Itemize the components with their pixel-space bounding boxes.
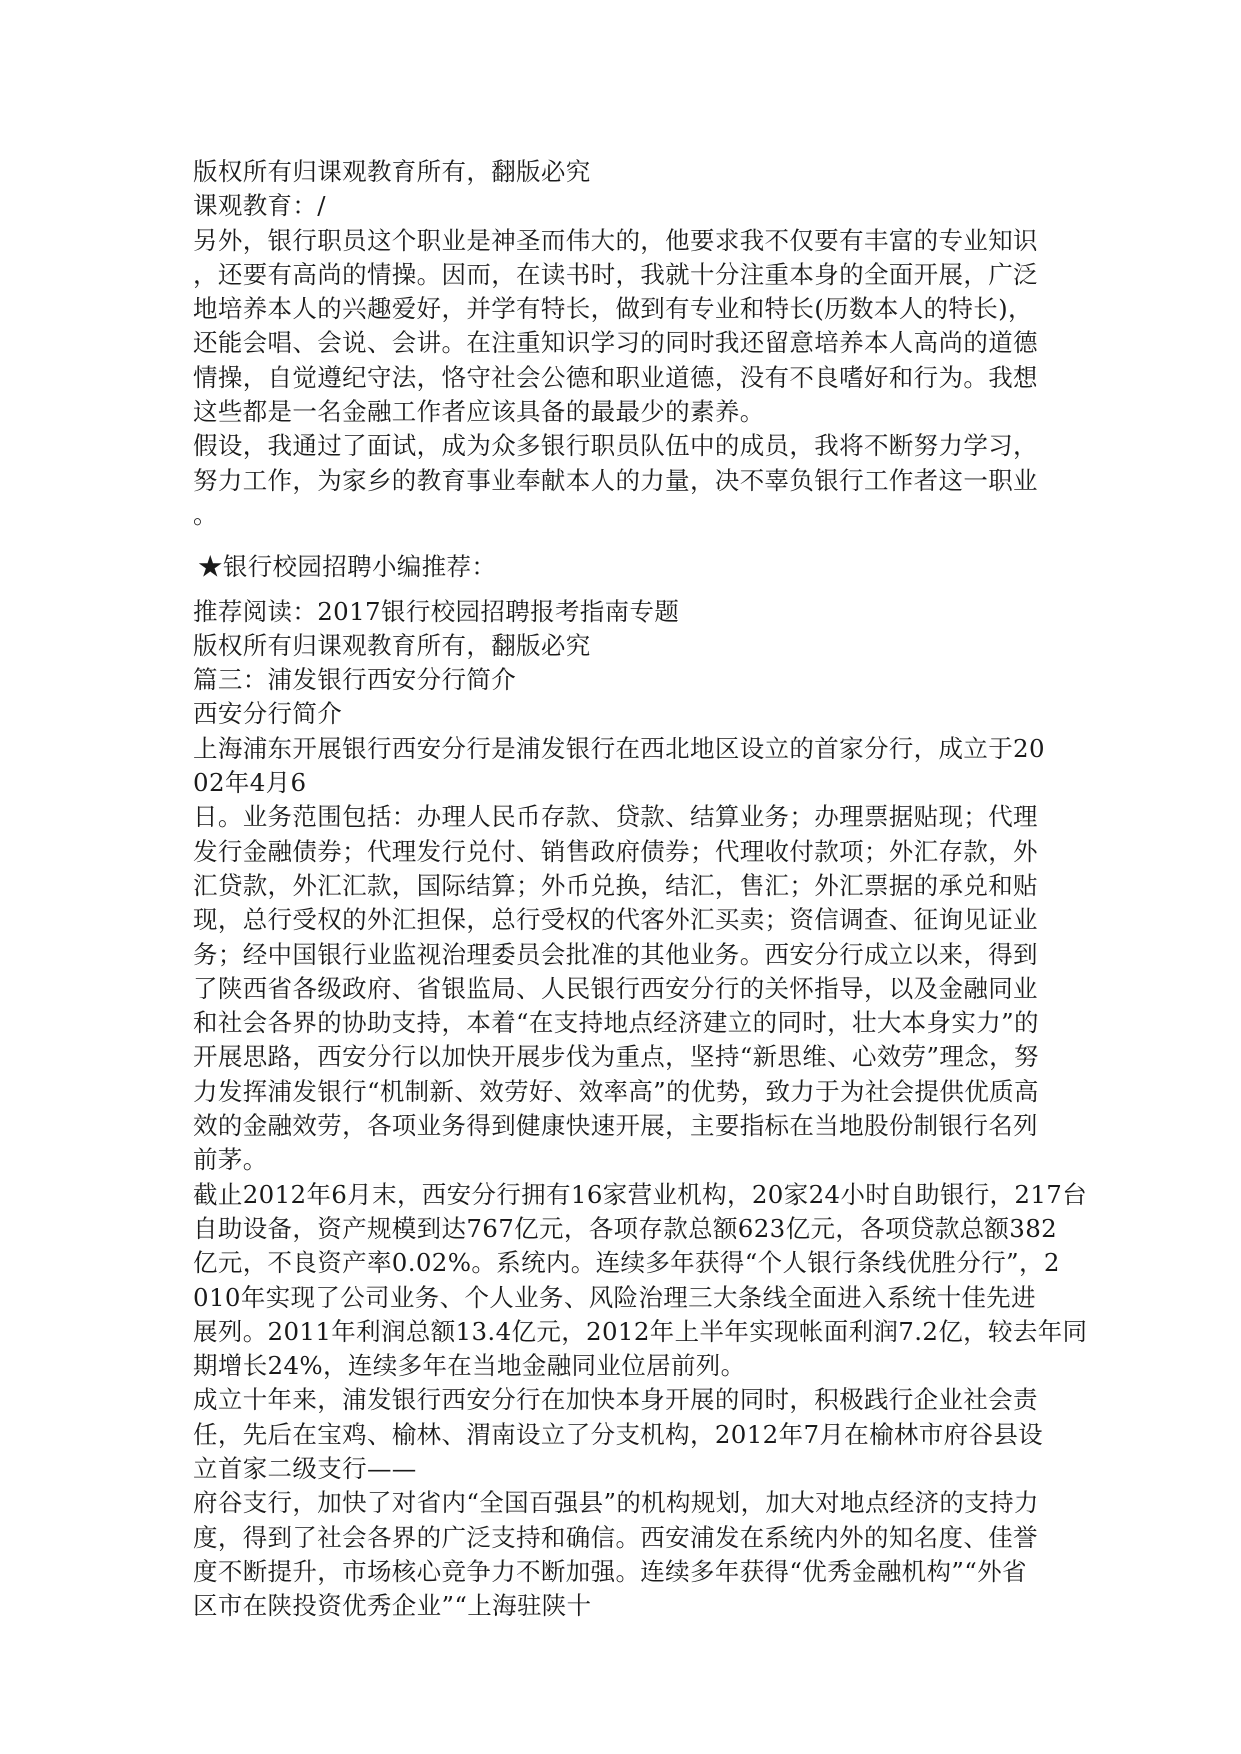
text-line: 情操，自觉遵纪守法，恪守社会公德和职业道德，没有不良嗜好和行为。我想: [193, 362, 1038, 392]
text-line: 推荐阅读：2017银行校园招聘报考指南专题: [193, 596, 680, 626]
text-line: 假设，我通过了面试，成为众多银行职员队伍中的成员，我将不断努力学习，: [193, 431, 1038, 461]
text-line: 府谷支行，加快了对省内“全国百强县”的机构规划，加大对地点经济的支持力: [193, 1488, 1039, 1518]
text-line: 务；经中国银行业监视治理委员会批准的其他业务。西安分行成立以来，得到: [193, 939, 1038, 969]
recommend-heading: ★银行校园招聘小编推荐：: [198, 552, 497, 582]
text-line: 发行金融债券；代理发行兑付、销售政府债券；代理收付款项；外汇存款，外: [193, 836, 1038, 866]
text-line: ，还要有高尚的情操。因而，在读书时，我就十分注重本身的全面开展，广泛: [193, 259, 1038, 289]
text-line: 亿元，不良资产率0.02%。系统内。连续多年获得“个人银行条线优胜分行”，2: [193, 1248, 1060, 1278]
text-line: 了陕西省各级政府、省银监局、人民银行西安分行的关怀指导，以及金融同业: [193, 973, 1038, 1003]
text-line: 度不断提升，市场核心竞争力不断加强。连续多年获得“优秀金融机构”“外省: [193, 1556, 1027, 1586]
text-line: 还能会唱、会说、会讲。在注重知识学习的同时我还留意培养本人高尚的道德: [193, 328, 1038, 358]
text-line: 自助设备，资产规模到达767亿元，各项存款总额623亿元，各项贷款总额382: [193, 1213, 1058, 1243]
text-line: 上海浦东开展银行西安分行是浦发银行在西北地区设立的首家分行，成立于20: [193, 733, 1045, 763]
text-line: 立首家二级支行——: [193, 1453, 417, 1483]
text-line: 课观教育：/: [193, 191, 326, 221]
text-line: 效的金融效劳，各项业务得到健康快速开展，主要指标在当地股份制银行名列: [193, 1111, 1038, 1141]
spacer: [193, 585, 1058, 595]
text-line: 版权所有归课观教育所有，翻版必究: [193, 157, 591, 186]
text-line: 期增长24%，连续多年在当地金融同业位居前列。: [193, 1351, 746, 1381]
document-page: [193, 155, 1088, 1623]
text-line: 努力工作，为家乡的教育事业奉献本人的力量，决不辜负银行工作者这一职业: [193, 465, 1038, 495]
text-line: 任，先后在宝鸡、榆林、渭南设立了分支机构，2012年7月在榆林市府谷县设: [193, 1419, 1044, 1449]
text-line: 截止2012年6月末，西安分行拥有16家营业机构，20家24小时自助银行，217台: [193, 1179, 1088, 1209]
text-line: 。: [193, 499, 218, 529]
text-line: 010年实现了公司业务、个人业务、风险治理三大条线全面进入系统十佳先进: [193, 1282, 1037, 1312]
text-line: 前茅。: [193, 1145, 268, 1175]
text-line: 地培养本人的兴趣爱好，并学有特长，做到有专业和特长(历数本人的特长)，: [193, 294, 1033, 324]
text-line: 展列。2011年利润总额13.4亿元，2012年上半年实现帐面利润7.2亿，较去年同: [193, 1316, 1088, 1346]
text-line: 02年4月6: [193, 768, 307, 798]
text-line: 另外，银行职员这个职业是神圣而伟大的，他要求我不仅要有丰富的专业知识: [193, 225, 1038, 255]
text-line: 现，总行受权的外汇担保，总行受权的代客外汇买卖；资信调查、征询见证业: [193, 905, 1038, 935]
text-line: 日。业务范围包括：办理人民币存款、贷款、结算业务；办理票据贴现；代理: [193, 802, 1038, 832]
text-line: 区市在陕投资优秀企业”“上海驻陕十: [193, 1591, 592, 1621]
text-line: 度，得到了社会各界的广泛支持和确信。西安浦发在系统内外的知名度、佳誉: [193, 1522, 1038, 1552]
spacer: [193, 532, 1058, 550]
text-line: 和社会各界的协助支持，本着“在支持地点经济建立的同时，壮大本身实力”的: [193, 1008, 1039, 1038]
text-line: 开展思路，西安分行以加快开展步伐为重点，坚持“新思维、心效劳”理念，努: [193, 1042, 1039, 1072]
text-line: 版权所有归课观教育所有，翻版必究: [193, 630, 591, 660]
text-line: 西安分行简介: [193, 699, 343, 729]
text-line: 汇贷款，外汇汇款，国际结算；外币兑换，结汇，售汇；外汇票据的承兑和贴: [193, 870, 1038, 900]
text-line: 成立十年来，浦发银行西安分行在加快本身开展的同时，积极践行企业社会责: [193, 1385, 1038, 1415]
text-line: 这些都是一名金融工作者应该具备的最最少的素养。: [193, 397, 765, 427]
text-line: 篇三：浦发银行西安分行简介: [193, 665, 517, 695]
text-line: 力发挥浦发银行“机制新、效劳好、效率高”的优势，致力于为社会提供优质高: [193, 1076, 1039, 1106]
